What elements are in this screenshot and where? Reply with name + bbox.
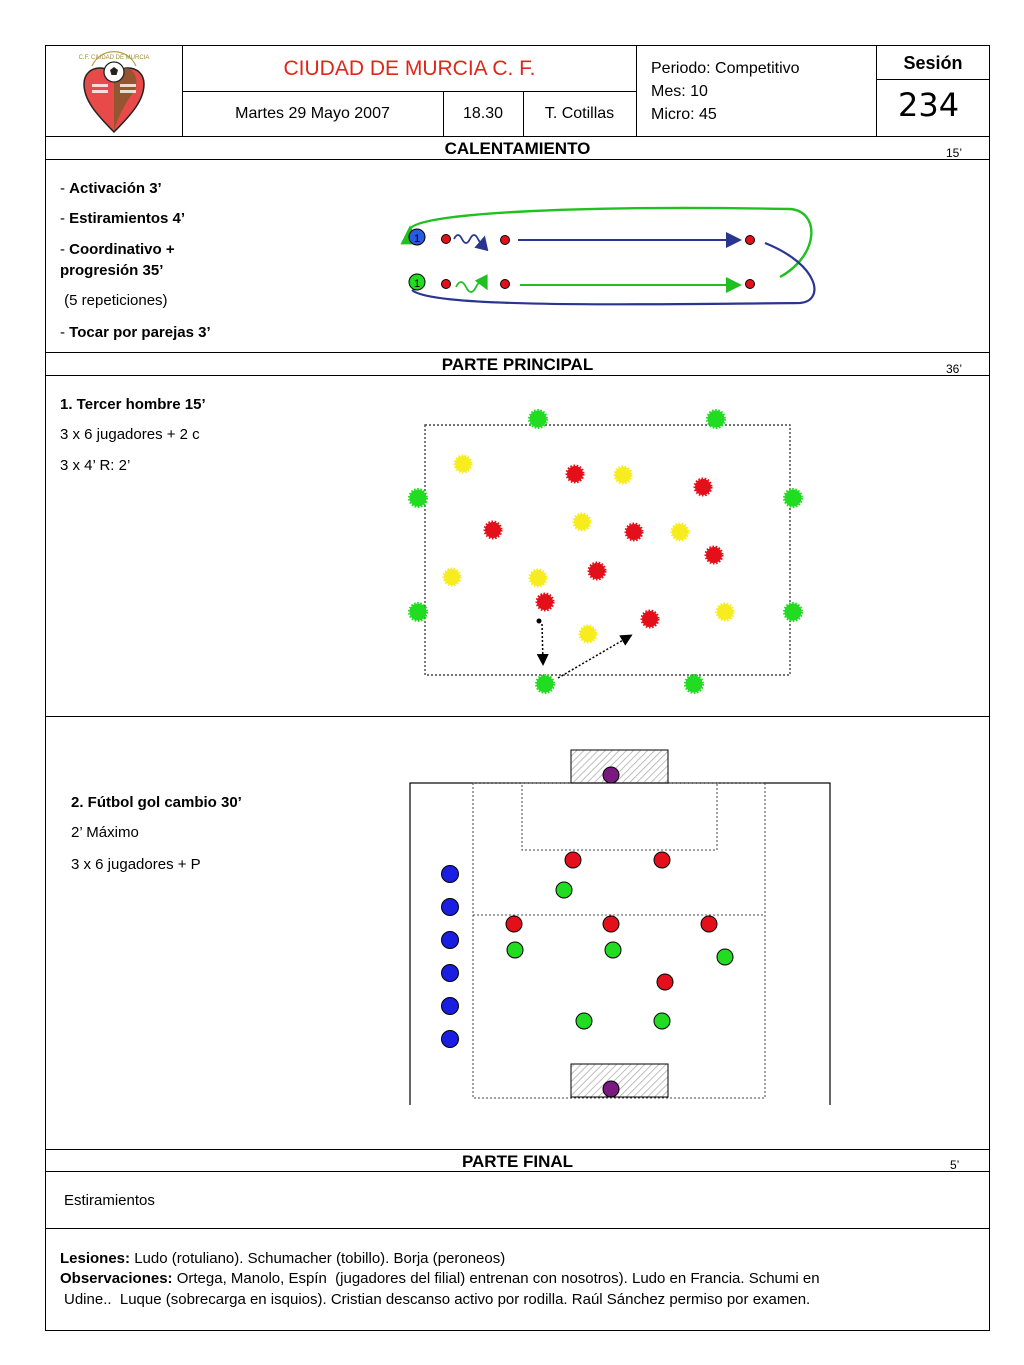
player-yellow	[672, 524, 688, 540]
goal-top	[571, 750, 668, 783]
header-divider	[876, 79, 990, 80]
dribble-path	[454, 235, 484, 243]
cone	[501, 280, 510, 289]
section-divider	[45, 136, 990, 137]
player-green	[717, 949, 733, 965]
club-crest-icon	[78, 48, 150, 136]
player-green	[537, 676, 554, 693]
player-red	[654, 852, 670, 868]
player-blue	[442, 866, 459, 883]
player-red	[603, 916, 619, 932]
section-divider	[45, 159, 990, 160]
goalkeeper	[603, 1081, 619, 1097]
warmup-item: - Estiramientos 4’	[60, 210, 186, 227]
player-red	[657, 974, 673, 990]
warmup-item: - Tocar por parejas 3’	[60, 324, 211, 341]
session-time: 18.30	[462, 105, 504, 122]
warmup-item: - Activación 3’	[60, 180, 162, 197]
playing-area	[473, 783, 765, 1098]
player-yellow	[717, 604, 733, 620]
player-blue	[442, 899, 459, 916]
player-green	[708, 411, 725, 428]
player-red	[567, 466, 583, 482]
section-divider	[45, 352, 990, 353]
player-yellow	[444, 569, 460, 585]
player-green	[654, 1013, 670, 1029]
svg-text:1: 1	[414, 278, 421, 290]
cone	[442, 280, 451, 289]
exercise-2-title: 2. Fútbol gol cambio 30’	[71, 794, 242, 811]
player-yellow	[615, 467, 631, 483]
exercise-2-line: 3 x 6 jugadores + P	[71, 856, 201, 873]
player-green	[507, 942, 523, 958]
sesion-label: Sesión	[903, 53, 963, 73]
player-blue	[442, 932, 459, 949]
player-yellow	[530, 570, 546, 586]
player-blue	[442, 1031, 459, 1048]
player-green	[785, 490, 802, 507]
exercise-2-line: 2’ Máximo	[71, 824, 139, 841]
player-green	[605, 942, 621, 958]
player-blue	[442, 965, 459, 982]
pass-arrow	[542, 624, 543, 663]
cone	[746, 280, 755, 289]
cone	[746, 236, 755, 245]
crest-text: C.F. CIUDAD DE MURCIA	[78, 55, 150, 61]
micro-label: Micro: 45	[651, 106, 717, 123]
player-red	[506, 916, 522, 932]
svg-text:1: 1	[414, 233, 421, 245]
ball	[537, 619, 542, 624]
player-red	[589, 563, 605, 579]
player-green	[410, 604, 427, 621]
player-red	[537, 594, 553, 610]
player-yellow	[455, 456, 471, 472]
section-divider	[45, 375, 990, 376]
warmup-item: (5 repeticiones)	[60, 292, 168, 309]
final-text: Estiramientos	[64, 1192, 155, 1209]
lesiones-note: Lesiones: Ludo (rotuliano). Schumacher (tobillo). Borja (peroneos)	[60, 1250, 506, 1267]
final-title: PARTE FINAL	[461, 1152, 574, 1171]
player-green	[785, 604, 802, 621]
principal-duration: 36’	[946, 362, 963, 376]
player-yellow	[574, 514, 590, 530]
player-red	[485, 522, 501, 538]
goal-bottom	[571, 1064, 668, 1097]
exercise-2-diagram	[405, 745, 835, 1105]
mes-label: Mes: 10	[651, 83, 708, 100]
player-yellow	[580, 626, 596, 642]
player-green	[576, 1013, 592, 1029]
player-red	[642, 611, 658, 627]
calentamiento-duration: 15’	[946, 146, 963, 160]
player-blue	[442, 998, 459, 1015]
exercise-1-line: 3 x 6 jugadores + 2 c	[60, 426, 200, 443]
header-divider	[182, 91, 637, 92]
pass-arrow	[558, 636, 630, 678]
player-red	[701, 916, 717, 932]
observaciones-note: Observaciones: Ortega, Manolo, Espín (jugadores del filial) entrenan con nosotros). Ludo en Francia. Schumi en	[60, 1270, 820, 1287]
cone	[501, 236, 510, 245]
pitch-boundary	[425, 425, 790, 675]
cone	[442, 235, 451, 244]
exercise-1-diagram	[400, 400, 820, 700]
warmup-diagram	[380, 195, 830, 320]
player-green	[556, 882, 572, 898]
player-green	[686, 676, 703, 693]
player-red	[565, 852, 581, 868]
soccer-ball-icon	[104, 62, 124, 82]
player-green	[410, 490, 427, 507]
final-duration: 5’	[950, 1158, 960, 1172]
section-divider	[45, 716, 990, 717]
club-title: CIUDAD DE MURCIA C. F.	[283, 57, 536, 80]
calentamiento-title: CALENTAMIENTO	[444, 139, 591, 158]
player-green	[530, 411, 547, 428]
section-divider	[45, 1149, 990, 1150]
session-coach: T. Cotillas	[544, 105, 615, 122]
player-red	[706, 547, 722, 563]
sesion-number: 234	[898, 86, 960, 124]
periodo-label: Periodo: Competitivo	[651, 60, 800, 77]
exercise-1-line: 3 x 4’ R: 2’	[60, 457, 131, 474]
goalkeeper	[603, 767, 619, 783]
run-path-blue	[412, 243, 814, 304]
dribble-path	[456, 282, 486, 292]
penalty-area	[522, 783, 717, 850]
session-date: Martes 29 Mayo 2007	[235, 105, 390, 122]
observaciones-note-cont: Udine.. Luque (sobrecarga en isquios). Cristian descanso activo por rodilla. Raúl Sánchez permiso por examen.	[64, 1291, 811, 1308]
principal-title: PARTE PRINCIPAL	[441, 355, 594, 374]
section-divider	[45, 1228, 990, 1229]
player-red	[626, 524, 642, 540]
player-red	[695, 479, 711, 495]
warmup-item: progresión 35’	[60, 262, 164, 279]
exercise-1-title: 1. Tercer hombre 15’	[60, 396, 206, 413]
warmup-item: - Coordinativo +	[60, 241, 175, 258]
